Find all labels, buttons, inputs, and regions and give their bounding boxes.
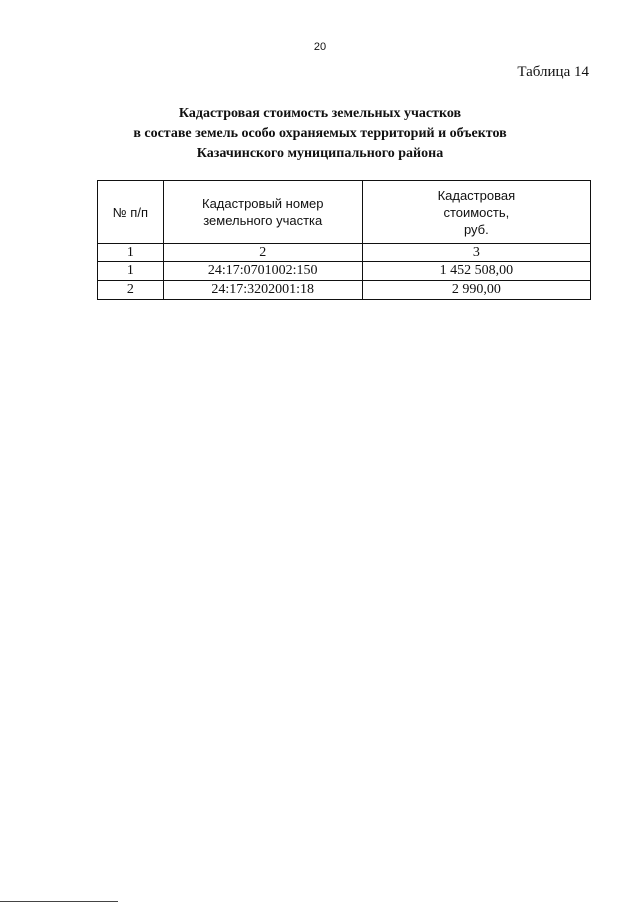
table-cell: 1 (98, 262, 164, 281)
table-cell: 24:17:3202001:18 (163, 281, 362, 300)
header-number (98, 181, 164, 244)
header-cadastral-number (163, 181, 362, 244)
table-label: Таблица 14 (517, 64, 589, 80)
table-cell: 1 (98, 244, 164, 262)
table-cell: 2 (163, 244, 362, 262)
document-title (0, 104, 640, 164)
header-text: Кадастровая (437, 187, 516, 203)
header-text: Кадастровый номер (202, 196, 324, 211)
header-text: стоимость, (443, 204, 510, 220)
title-line: Кадастровая стоимость земельных участков (178, 106, 462, 121)
table-cell: 1 452 508,00 (362, 262, 590, 281)
title-line: в составе земель особо охраняемых территорий и объектов (133, 126, 507, 141)
column-index-row (98, 244, 591, 262)
title-line: Казачинского муниципального района (196, 146, 444, 161)
footnote-separator-line (0, 901, 118, 902)
page-number: 20 (313, 41, 327, 53)
header-text: земельного участка (203, 213, 323, 228)
table-cell: 2 990,00 (362, 281, 590, 300)
header-text: руб. (463, 221, 489, 237)
table-header-row (98, 181, 591, 244)
header-cadastral-value (362, 181, 590, 244)
header-text: № п/п (112, 204, 148, 220)
table-cell: 24:17:0701002:150 (163, 262, 362, 281)
table-row (98, 262, 591, 281)
cadastral-value-table (97, 180, 591, 300)
table-row (98, 281, 591, 300)
table-cell: 2 (98, 281, 164, 300)
table-cell: 3 (362, 244, 590, 262)
